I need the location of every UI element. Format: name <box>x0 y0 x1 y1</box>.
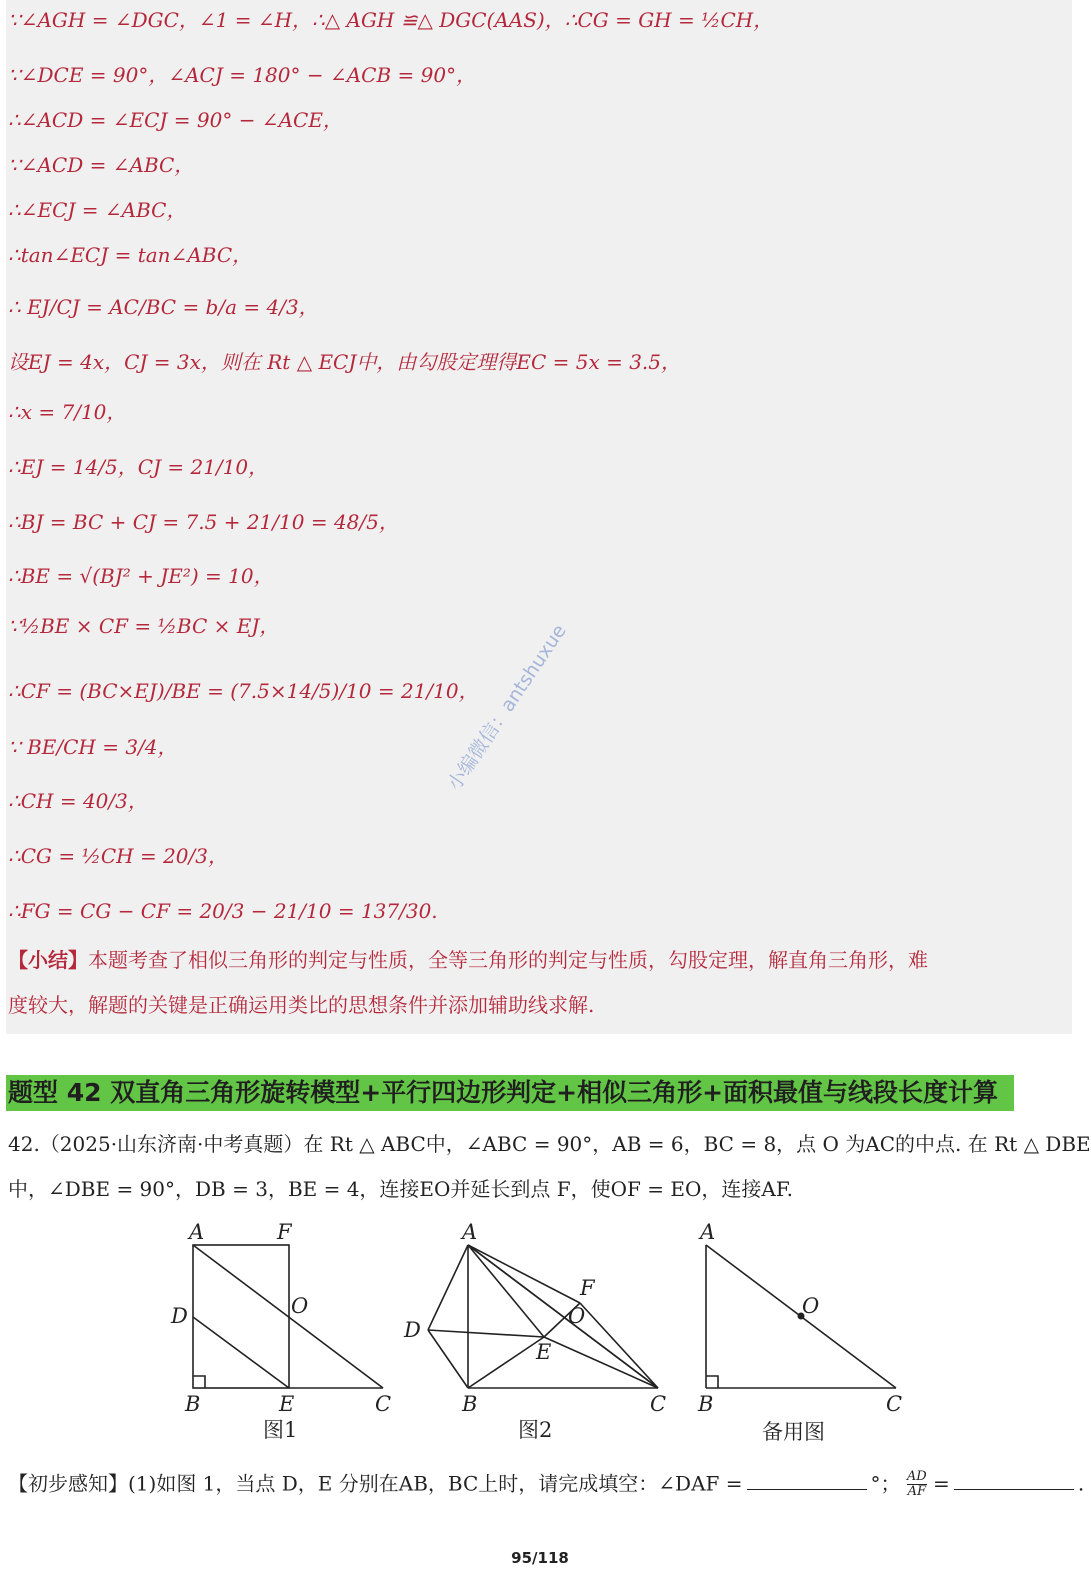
solution-line-3: ∴∠ACD = ∠ECJ = 90° − ∠ACE， <box>8 108 343 132</box>
fig2-label-o: O <box>568 1304 586 1328</box>
part1-frac-den: AF <box>907 1484 926 1500</box>
figure-1 <box>165 1215 410 1450</box>
solution-line-9: ∴x = 7/10， <box>8 400 127 424</box>
fig1-label-f: F <box>277 1220 292 1244</box>
answer-blank-1[interactable] <box>747 1489 867 1490</box>
fig2-label-f: F <box>580 1276 595 1300</box>
fig1-label-a: A <box>189 1220 205 1244</box>
fig2-label-a: A <box>462 1220 478 1244</box>
part1-fraction <box>907 1470 927 1500</box>
summary-line-2: 度较大，解题的关键是正确运用类比的思想条件并添加辅助线求解. <box>8 993 595 1017</box>
fig1-label-c: C <box>375 1392 392 1416</box>
fig2-label-d: D <box>404 1318 421 1342</box>
solution-line-14: ∴CF = (BC×EJ)/BE = (7.5×14/5)/10 = 21/10， <box>8 679 479 703</box>
figure-2 <box>400 1215 680 1450</box>
solution-line-18: ∴FG = CG − CF = 20/3 − 21/10 = 137/30. <box>8 899 438 923</box>
fig2-caption: 图2 <box>518 1418 553 1442</box>
solution-line-13: ∵½BE × CF = ½BC × EJ， <box>8 614 280 638</box>
watermark: 小编微信：antshuxue <box>443 620 571 795</box>
fig3-label-o: O <box>802 1294 820 1318</box>
fig2-label-c: C <box>650 1392 667 1416</box>
part1-text: 【初步感知】(1)如图 1，当点 D，E 分别在AB，BC上时，请完成填空：∠DAF = <box>8 1471 743 1496</box>
summary-text-1: 本题考查了相似三角形的判定与性质，全等三角形的判定与性质，勾股定理，解直角三角形，难 <box>88 948 928 972</box>
solution-line-17: ∴CG = ½CH = 20/3， <box>8 844 228 868</box>
fig3-label-a: A <box>700 1220 716 1244</box>
part1-end: = <box>933 1471 950 1496</box>
solution-line-7: ∴ EJ/CJ = AC/BC = b/a = 4/3， <box>8 295 319 319</box>
solution-line-8: 设EJ = 4x，CJ = 3x，则在 Rt △ ECJ中，由勾股定理得EC = 5x = 3.5， <box>8 350 682 374</box>
section-heading: 题型 42 双直角三角形旋转模型+平行四边形判定+相似三角形+面积最值与线段长度计算 <box>6 1075 1014 1111</box>
question-part-1 <box>8 1470 1084 1500</box>
fig3-label-b: B <box>698 1392 714 1416</box>
fig3-caption: 备用图 <box>762 1420 825 1444</box>
solution-line-1: ∵∠AGH = ∠DGC，∠1 = ∠H，∴△ AGH ≌△ DGC(AAS)，∴CG = GH = ½CH， <box>8 8 774 32</box>
fig2-label-b: B <box>462 1392 478 1416</box>
fig1-label-e: E <box>279 1392 295 1416</box>
fig1-line-ac <box>193 1245 383 1388</box>
solution-line-16: ∴CH = 40/3， <box>8 789 148 813</box>
solution-line-15: ∵ BE/CH = 3/4， <box>8 735 178 759</box>
fig1-rectangle <box>193 1245 289 1388</box>
answer-blank-2[interactable] <box>954 1489 1074 1490</box>
fig1-label-d: D <box>171 1304 188 1328</box>
page-number: 95/118 <box>511 1549 569 1567</box>
solution-line-5: ∴∠ECJ = ∠ABC， <box>8 198 187 222</box>
part1-period: . <box>1077 1471 1085 1496</box>
question-line-2: 中，∠DBE = 90°，DB = 3，BE = 4，连接EO并延长到点 F，使OF = EO，连接AF. <box>8 1177 793 1201</box>
fig3-label-c: C <box>886 1392 903 1416</box>
fig1-caption: 图1 <box>263 1418 298 1442</box>
figure-backup <box>680 1215 920 1450</box>
fig2-label-e: E <box>536 1340 552 1364</box>
part1-frac-num: AD <box>906 1469 927 1484</box>
solution-line-12: ∴BE = √(BJ² + JE²) = 10， <box>8 564 274 588</box>
summary-tag: 【小结】 <box>8 948 88 972</box>
fig1-label-o: O <box>291 1294 309 1318</box>
solution-line-11: ∴BJ = BC + CJ = 7.5 + 21/10 = 48/5， <box>8 510 399 534</box>
solution-line-4: ∵∠ACD = ∠ABC， <box>8 153 195 177</box>
part1-mid: °； <box>870 1471 901 1496</box>
fig1-label-b: B <box>185 1392 201 1416</box>
solution-line-2: ∵∠DCE = 90°，∠ACJ = 180° − ∠ACB = 90°， <box>8 63 477 87</box>
solution-line-6: ∴tan∠ECJ = tan∠ABC， <box>8 243 253 267</box>
summary-line-1 <box>8 950 928 970</box>
question-line-1: 42.（2025·山东济南·中考真题）在 Rt △ ABC中，∠ABC = 90°，AB = 6，BC = 8，点 O 为AC的中点. 在 Rt △ DBE <box>8 1132 1091 1156</box>
fig1-right-angle <box>193 1376 205 1388</box>
solution-line-10: ∴EJ = 14/5，CJ = 21/10， <box>8 455 269 479</box>
fig1-line-de <box>193 1317 289 1388</box>
